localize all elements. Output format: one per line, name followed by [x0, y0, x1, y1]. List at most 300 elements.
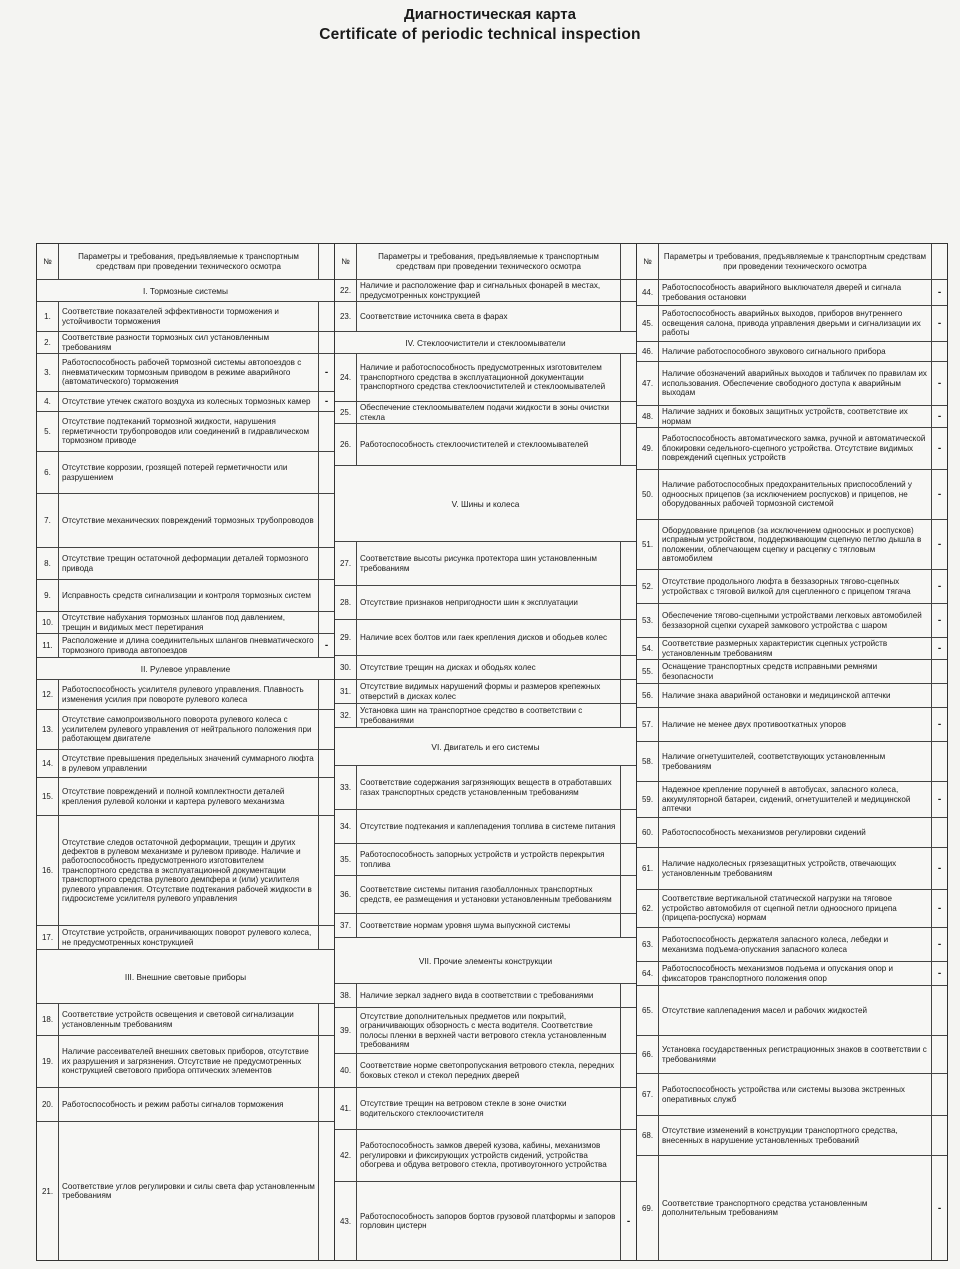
- row-number: 19.: [37, 1036, 59, 1087]
- table-header-row: [637, 244, 947, 280]
- row-number: 56.: [637, 684, 659, 707]
- row-number: 61.: [637, 848, 659, 889]
- row-number: 47.: [637, 362, 659, 405]
- row-requirement: Работоспособность рабочей тормозной системы автопоездов с пневматическим тормозным приводом в режиме аварийного (автоматического) торможения: [62, 358, 302, 387]
- table-row: [37, 494, 334, 548]
- num-header: №: [335, 244, 357, 279]
- row-requirement: Установка шин на транспортное средство в соответствии с требованиями: [360, 706, 583, 725]
- row-mark: [620, 810, 636, 843]
- row-mark: -: [931, 428, 947, 469]
- row-number: 10.: [37, 612, 59, 633]
- table-row: [335, 914, 636, 938]
- row-mark: [318, 926, 334, 949]
- table-row: [637, 1156, 947, 1260]
- table-row: [37, 332, 334, 354]
- row-mark: [620, 1130, 636, 1181]
- row-number: 52.: [637, 570, 659, 603]
- table-row: [335, 984, 636, 1008]
- table-row: [637, 470, 947, 520]
- row-requirement: Отсутствие самопроизвольного поворота рулевого колеса с усилителем рулевого управления от нейтрального положения при работающем двигателе: [62, 715, 312, 744]
- row-number: 33.: [335, 766, 357, 809]
- table-row: [637, 660, 947, 684]
- row-number: 5.: [37, 412, 59, 451]
- row-requirement: Соответствие размерных характеристик сцепных устройств установленным требованиям: [662, 639, 888, 658]
- table-header-row: [335, 244, 636, 280]
- row-mark: [931, 818, 947, 847]
- row-number: 29.: [335, 620, 357, 655]
- row-requirement: Отсутствие превышения предельных значений суммарного люфта в рулевом управлении: [62, 754, 314, 773]
- row-mark: [318, 452, 334, 493]
- row-requirement: Наличие рассеивателей внешних световых приборов, отсутствие их разрушения и загрязнения. Отсутствие не предусмотренных конструкцией светового прибора оптических элементов: [62, 1047, 309, 1076]
- table-row: [335, 424, 636, 466]
- section-label: IV. Стеклоочистители и стеклоомыватели: [405, 337, 566, 348]
- table-row: [335, 542, 636, 586]
- table-row: [37, 1004, 334, 1036]
- row-number: 18.: [37, 1004, 59, 1035]
- table-row: [37, 750, 334, 778]
- title-russian: Диагностическая карта: [404, 6, 576, 23]
- row-requirement: Отсутствие дополнительных предметов или покрытий, ограничивающих обзорность с места водителя. Соответствие полосы пленки в верхней части ветрового стекла установленным требованиям: [360, 1011, 607, 1049]
- table-row: [637, 890, 947, 928]
- table-row: [637, 782, 947, 818]
- row-number: 35.: [335, 844, 357, 875]
- mark-header: [620, 244, 636, 279]
- table-row: [637, 280, 947, 306]
- row-number: 14.: [37, 750, 59, 777]
- row-mark: [318, 580, 334, 611]
- row-requirement: Отсутствие утечек сжатого воздуха из колесных тормозных камер: [62, 396, 311, 406]
- row-requirement: Работоспособность аварийного выключателя дверей и сигнала требования остановки: [662, 283, 902, 302]
- row-mark: [620, 402, 636, 423]
- row-number: 17.: [37, 926, 59, 949]
- row-mark: [620, 354, 636, 401]
- row-mark: [620, 542, 636, 585]
- row-mark: [318, 412, 334, 451]
- row-number: 60.: [637, 818, 659, 847]
- row-requirement: Соответствие норме светопропускания ветрового стекла, передних боковых стекол и стекол передних дверей: [360, 1061, 615, 1080]
- table-row: [637, 1036, 947, 1074]
- table-row: [37, 710, 334, 750]
- row-number: 65.: [637, 986, 659, 1035]
- row-requirement: Соответствие системы питания газобаллонных транспортных средств, ее размещения и установки установленным требованиям: [360, 885, 612, 904]
- row-mark: -: [318, 634, 334, 657]
- row-number: 51.: [637, 520, 659, 569]
- row-requirement: Расположение и длина соединительных шлангов пневматического тормозного привода автопоездов: [62, 636, 314, 655]
- row-requirement: Установка государственных регистрационных знаков в соответствии с требованиями: [662, 1045, 927, 1064]
- row-requirement: Наличие и работоспособность предусмотренных изготовителем транспортного средства в эксплуатационной документации транспортного средства стеклоочистителей и стеклоомывателей: [360, 363, 606, 392]
- row-number: 59.: [637, 782, 659, 817]
- row-mark: [620, 656, 636, 679]
- row-mark: -: [931, 306, 947, 341]
- row-requirement: Наличие задних и боковых защитных устройств, соответствие их нормам: [662, 407, 908, 426]
- row-requirement: Наличие знака аварийной остановки и медицинской аптечки: [662, 690, 891, 700]
- row-number: 3.: [37, 354, 59, 391]
- section-label: VII. Прочие элементы конструкции: [418, 955, 553, 966]
- row-requirement: Отсутствие каплепадения масел и рабочих жидкостей: [662, 1005, 868, 1015]
- row-mark: [620, 280, 636, 301]
- row-mark: -: [931, 406, 947, 427]
- table-row: [335, 280, 636, 302]
- table-row: [637, 742, 947, 782]
- table-row: [37, 612, 334, 634]
- row-number: 45.: [637, 306, 659, 341]
- num-header: №: [637, 244, 659, 279]
- row-mark: [318, 816, 334, 925]
- row-mark: [620, 844, 636, 875]
- row-requirement: Работоспособность держателя запасного колеса, лебедки и механизма подъема-опускания запасного колеса: [662, 935, 889, 954]
- row-requirement: Отсутствие подтекания и каплепадения топлива в системе питания: [360, 821, 616, 831]
- row-mark: [318, 1088, 334, 1121]
- row-mark: [620, 984, 636, 1007]
- section-heading: [335, 332, 636, 354]
- row-number: 39.: [335, 1008, 357, 1053]
- section-heading: [37, 658, 334, 680]
- row-number: 4.: [37, 392, 59, 411]
- row-mark: -: [931, 782, 947, 817]
- row-number: 68.: [637, 1116, 659, 1155]
- table-row: [37, 926, 334, 950]
- row-requirement: Наличие всех болтов или гаек крепления дисков и ободьев колес: [360, 632, 608, 642]
- row-requirement: Соответствие источника света в фарах: [360, 311, 508, 321]
- row-mark: [318, 332, 334, 353]
- section-label: V. Шины и колеса: [451, 498, 520, 509]
- document-title: [0, 6, 960, 44]
- row-mark: -: [931, 638, 947, 659]
- row-mark: [318, 750, 334, 777]
- table-row: [335, 766, 636, 810]
- row-mark: [620, 704, 636, 727]
- row-requirement: Соответствие показателей эффективности торможения и устойчивости торможения: [62, 307, 279, 326]
- row-requirement: Работоспособность автоматического замка, ручной и автоматической блокировки седельного-сцепного устройства. Отсутствие видимых повреждений сцепных устройств: [662, 434, 926, 463]
- row-number: 6.: [37, 452, 59, 493]
- row-number: 24.: [335, 354, 357, 401]
- table-row: [637, 962, 947, 986]
- row-requirement: Отсутствие повреждений и полной комплектности деталей крепления рулевой колонки и картера рулевого механизма: [62, 787, 285, 806]
- table-column-1: [37, 244, 335, 1260]
- row-requirement: Работоспособность запоров бортов грузовой платформы и запоров горловин цистерн: [360, 1211, 616, 1230]
- inspection-table: [36, 243, 948, 1261]
- row-number: 48.: [637, 406, 659, 427]
- row-number: 7.: [37, 494, 59, 547]
- row-requirement: Соответствие углов регулировки и силы света фар установленным требованиям: [62, 1181, 315, 1200]
- row-mark: -: [931, 470, 947, 519]
- row-mark: [318, 710, 334, 749]
- row-requirement: Наличие не менее двух противооткатных упоров: [662, 719, 847, 729]
- row-mark: -: [931, 708, 947, 741]
- section-heading: [37, 950, 334, 1004]
- row-mark: [620, 1008, 636, 1053]
- row-mark: [620, 680, 636, 703]
- table-row: [335, 704, 636, 728]
- row-number: 69.: [637, 1156, 659, 1260]
- table-header-row: [37, 244, 334, 280]
- row-number: 62.: [637, 890, 659, 927]
- row-mark: [931, 986, 947, 1035]
- row-mark: [620, 586, 636, 619]
- table-column-3: [637, 244, 947, 1260]
- row-requirement: Отсутствие продольного люфта в беззазорных тягово-сцепных устройствах с тяговой вилкой для сцепленного с прицепом тягача: [662, 577, 911, 596]
- row-requirement: Наличие и расположение фар и сигнальных фонарей в местах, предусмотренных конструкцией: [360, 281, 601, 300]
- table-row: [37, 1122, 334, 1260]
- table-row: [37, 452, 334, 494]
- row-mark: [318, 494, 334, 547]
- row-requirement: Соответствие высоты рисунка протектора шин установленным требованиям: [360, 554, 597, 573]
- row-mark: -: [931, 848, 947, 889]
- row-number: 67.: [637, 1074, 659, 1115]
- row-number: 58.: [637, 742, 659, 781]
- section-label: I. Тормозные системы: [143, 285, 228, 296]
- table-row: [335, 620, 636, 656]
- table-row: [335, 354, 636, 402]
- mark-header: [318, 244, 334, 279]
- row-number: 38.: [335, 984, 357, 1007]
- table-row: [637, 362, 947, 406]
- row-mark: -: [620, 1182, 636, 1260]
- row-requirement: Наличие надколесных грязезащитных устройств, отвечающих установленным требованиям: [662, 859, 897, 878]
- row-requirement: Соответствие вертикальной статической нагрузки на тяговое устройство автомобиля от сцепной петли одноосного прицепа (прицепа-роспуска) нормам: [662, 894, 897, 923]
- table-row: [637, 848, 947, 890]
- row-requirement: Соответствие содержания загрязняющих веществ в отработавших газах транспортных средств установленным требованиям: [360, 778, 612, 797]
- table-row: [637, 306, 947, 342]
- row-number: 34.: [335, 810, 357, 843]
- section-label: II. Рулевое управление: [140, 663, 231, 674]
- row-requirement: Работоспособность и режим работы сигналов торможения: [62, 1099, 284, 1109]
- table-row: [637, 684, 947, 708]
- row-mark: [620, 876, 636, 913]
- row-number: 16.: [37, 816, 59, 925]
- row-requirement: Работоспособность механизмов регулировки сидений: [662, 827, 866, 837]
- row-mark: [931, 660, 947, 683]
- row-number: 41.: [335, 1088, 357, 1129]
- row-requirement: Работоспособность устройства или системы вызова экстренных оперативных служб: [662, 1085, 905, 1104]
- row-requirement: Отсутствие механических повреждений тормозных трубопроводов: [62, 515, 314, 525]
- section-label: VI. Двигатель и его системы: [431, 741, 540, 752]
- row-mark: -: [931, 604, 947, 637]
- row-number: 50.: [637, 470, 659, 519]
- row-number: 44.: [637, 280, 659, 305]
- row-number: 54.: [637, 638, 659, 659]
- row-mark: [620, 1088, 636, 1129]
- row-number: 25.: [335, 402, 357, 423]
- row-mark: -: [931, 362, 947, 405]
- row-requirement: Работоспособность усилителя рулевого управления. Плавность изменения усилия при повороте рулевого колеса: [62, 685, 304, 704]
- row-requirement: Наличие обозначений аварийных выходов и табличек по правилам их использования. Обеспечение свободного доступа к аварийным выходам: [662, 369, 927, 398]
- row-mark: [318, 302, 334, 331]
- row-number: 2.: [37, 332, 59, 353]
- row-requirement: Наличие зеркал заднего вида в соответствии с требованиями: [360, 990, 594, 1000]
- table-row: [335, 656, 636, 680]
- section-heading: [335, 466, 636, 542]
- row-number: 15.: [37, 778, 59, 815]
- table-row: [637, 570, 947, 604]
- row-number: 46.: [637, 342, 659, 361]
- row-number: 55.: [637, 660, 659, 683]
- title-english: Certificate of periodic technical inspection: [319, 26, 641, 43]
- row-mark: [620, 302, 636, 331]
- row-number: 43.: [335, 1182, 357, 1260]
- row-mark: -: [931, 1156, 947, 1260]
- row-number: 32.: [335, 704, 357, 727]
- row-requirement: Соответствие разности тормозных сил установленным требованиям: [62, 333, 270, 352]
- row-number: 20.: [37, 1088, 59, 1121]
- row-requirement: Работоспособность аварийных выходов, приборов внутреннего освещения салона, привода управления дверьми и сигнализации их работы: [662, 309, 921, 338]
- row-mark: [318, 1036, 334, 1087]
- row-mark: [318, 1004, 334, 1035]
- row-mark: [931, 1116, 947, 1155]
- row-requirement: Оснащение транспортных средств исправными ремнями безопасности: [662, 662, 878, 681]
- row-number: 8.: [37, 548, 59, 579]
- table-row: [37, 778, 334, 816]
- section-heading: [335, 938, 636, 984]
- row-requirement: Отсутствие трещин на ветровом стекле в зоне очистки водительского стеклоочистителя: [360, 1099, 567, 1118]
- table-row: [637, 342, 947, 362]
- row-requirement: Обеспечение тягово-сцепными устройствами легковых автомобилей беззазорной сцепки сухарей замкового устройства с шаром: [662, 611, 922, 630]
- row-requirement: Отсутствие трещин на дисках и ободьях колес: [360, 662, 536, 672]
- row-requirement: Работоспособность механизмов подъема и опускания опор и фиксаторов транспортного положения опор: [662, 964, 894, 983]
- row-requirement: Оборудование прицепов (за исключением одноосных и роспусков) исправным устройством, поддерживающим сцепную петлю дышла в положении, облегчающем сцепку и расцепку с тягловым автомобилем: [662, 525, 922, 563]
- row-requirement: Работоспособность замков дверей кузова, кабины, механизмов регулировки и фиксирующих устройств сидений, устройства обогрева и обдува ветрового стекла, противоугонного устройства: [360, 1141, 607, 1170]
- row-mark: -: [931, 962, 947, 985]
- row-mark: [620, 424, 636, 465]
- row-mark: [620, 914, 636, 937]
- table-row: [37, 412, 334, 452]
- row-mark: -: [931, 520, 947, 569]
- row-mark: -: [931, 280, 947, 305]
- table-column-2: [335, 244, 637, 1260]
- table-row: [37, 816, 334, 926]
- row-requirement: Надежное крепление поручней в автобусах, запасного колеса, аккумуляторной батареи, сидений, огнетушителей и медицинской аптечки: [662, 785, 911, 814]
- row-number: 22.: [335, 280, 357, 301]
- table-row: [335, 876, 636, 914]
- row-mark: [620, 620, 636, 655]
- table-row: [37, 392, 334, 412]
- row-number: 26.: [335, 424, 357, 465]
- row-requirement: Наличие работоспособных предохранительных приспособлений у одноосных прицепов (за исключением роспусков) и прицепов, не оборудованных рабочей тормозной системой: [662, 480, 912, 509]
- param-header: Параметры и требования, предъявляемые к транспортным средствам при проведении технического осмотра: [78, 252, 299, 271]
- table-row: [335, 586, 636, 620]
- table-row: [37, 1088, 334, 1122]
- row-number: 63.: [637, 928, 659, 961]
- row-requirement: Отсутствие следов остаточной деформации, трещин и других дефектов в рулевом механизме и рулевом приводе. Наличие и работоспособность предусмотренного изготовителем транспортного средства в эксплуатационной документации транспортного средства рулевого демпфера и (или) усилителя рулевого управления. Отсутствие подтекания рабочей жидкости в гидросистеме усилителя рулевого управления: [62, 837, 312, 904]
- table-row: [37, 1036, 334, 1088]
- row-number: 49.: [637, 428, 659, 469]
- row-requirement: Отсутствие видимых нарушений формы и размеров крепежных отверстий в дисках колес: [360, 682, 601, 701]
- table-row: [335, 1182, 636, 1260]
- section-heading: [335, 728, 636, 766]
- row-mark: -: [931, 890, 947, 927]
- row-requirement: Соответствие нормам уровня шума выпускной системы: [360, 920, 571, 930]
- row-mark: -: [318, 392, 334, 411]
- row-requirement: Соответствие транспортного средства установленным дополнительным требованиям: [662, 1198, 868, 1217]
- row-number: 9.: [37, 580, 59, 611]
- param-header: Параметры и требования, предъявляемые к транспортным средствам при проведении технического осмотра: [378, 252, 599, 271]
- table-row: [637, 986, 947, 1036]
- row-number: 40.: [335, 1054, 357, 1087]
- row-mark: -: [931, 570, 947, 603]
- table-row: [335, 1054, 636, 1088]
- table-row: [37, 580, 334, 612]
- table-row: [637, 428, 947, 470]
- table-row: [637, 928, 947, 962]
- table-row: [335, 302, 636, 332]
- row-mark: [931, 742, 947, 781]
- table-row: [335, 1008, 636, 1054]
- param-header: Параметры и требования, предъявляемые к транспортным средствам при проведении технического осмотра: [663, 252, 927, 271]
- row-number: 31.: [335, 680, 357, 703]
- table-row: [637, 406, 947, 428]
- table-row: [637, 638, 947, 660]
- row-requirement: Отсутствие набухания тормозных шлангов под давлением, трещин и видимых мест перетирания: [62, 613, 285, 632]
- table-row: [335, 810, 636, 844]
- row-number: 21.: [37, 1122, 59, 1260]
- row-number: 12.: [37, 680, 59, 709]
- row-mark: [931, 342, 947, 361]
- row-mark: [318, 548, 334, 579]
- mark-header: [931, 244, 947, 279]
- table-row: [335, 1088, 636, 1130]
- table-row: [637, 1074, 947, 1116]
- table-row: [37, 302, 334, 332]
- row-number: 57.: [637, 708, 659, 741]
- row-mark: [620, 1054, 636, 1087]
- row-mark: [620, 766, 636, 809]
- row-number: 64.: [637, 962, 659, 985]
- row-requirement: Работоспособность запорных устройств и устройств перекрытия топлива: [360, 850, 605, 869]
- table-row: [335, 402, 636, 424]
- row-number: 36.: [335, 876, 357, 913]
- row-requirement: Обеспечение стеклоомывателем подачи жидкости в зоны очистки стекла: [360, 403, 610, 422]
- row-mark: [318, 680, 334, 709]
- row-requirement: Отсутствие изменений в конструкции транспортного средства, внесенных в нарушение установленных требований: [662, 1126, 898, 1145]
- row-requirement: Отсутствие трещин остаточной деформации деталей тормозного привода: [62, 554, 309, 573]
- table-row: [637, 818, 947, 848]
- row-number: 53.: [637, 604, 659, 637]
- table-row: [37, 680, 334, 710]
- table-row: [637, 708, 947, 742]
- row-mark: [318, 1122, 334, 1260]
- row-mark: -: [318, 354, 334, 391]
- row-number: 37.: [335, 914, 357, 937]
- row-number: 27.: [335, 542, 357, 585]
- row-requirement: Наличие работоспособного звукового сигнального прибора: [662, 346, 886, 356]
- row-requirement: Отсутствие устройств, ограничивающих поворот рулевого колеса, не предусмотренных конструкцией: [62, 928, 312, 947]
- table-row: [37, 548, 334, 580]
- row-number: 13.: [37, 710, 59, 749]
- row-mark: [931, 1074, 947, 1115]
- row-requirement: Исправность средств сигнализации и контроля тормозных систем: [62, 590, 311, 600]
- row-requirement: Наличие огнетушителей, соответствующих установленным требованиям: [662, 752, 886, 771]
- row-requirement: Отсутствие подтеканий тормозной жидкости, нарушения герметичности трубопроводов или соединений в гидравлическом тормозном приводе: [62, 417, 310, 446]
- table-row: [37, 634, 334, 658]
- row-number: 11.: [37, 634, 59, 657]
- section-heading: [37, 280, 334, 302]
- row-number: 23.: [335, 302, 357, 331]
- row-mark: [931, 1036, 947, 1073]
- table-row: [335, 844, 636, 876]
- row-number: 66.: [637, 1036, 659, 1073]
- table-row: [37, 354, 334, 392]
- table-row: [637, 1116, 947, 1156]
- table-row: [637, 604, 947, 638]
- row-number: 30.: [335, 656, 357, 679]
- row-number: 28.: [335, 586, 357, 619]
- row-mark: [318, 778, 334, 815]
- row-mark: -: [931, 928, 947, 961]
- row-mark: [318, 612, 334, 633]
- table-row: [637, 520, 947, 570]
- row-requirement: Работоспособность стеклоочистителей и стеклоомывателей: [360, 439, 589, 449]
- row-number: 1.: [37, 302, 59, 331]
